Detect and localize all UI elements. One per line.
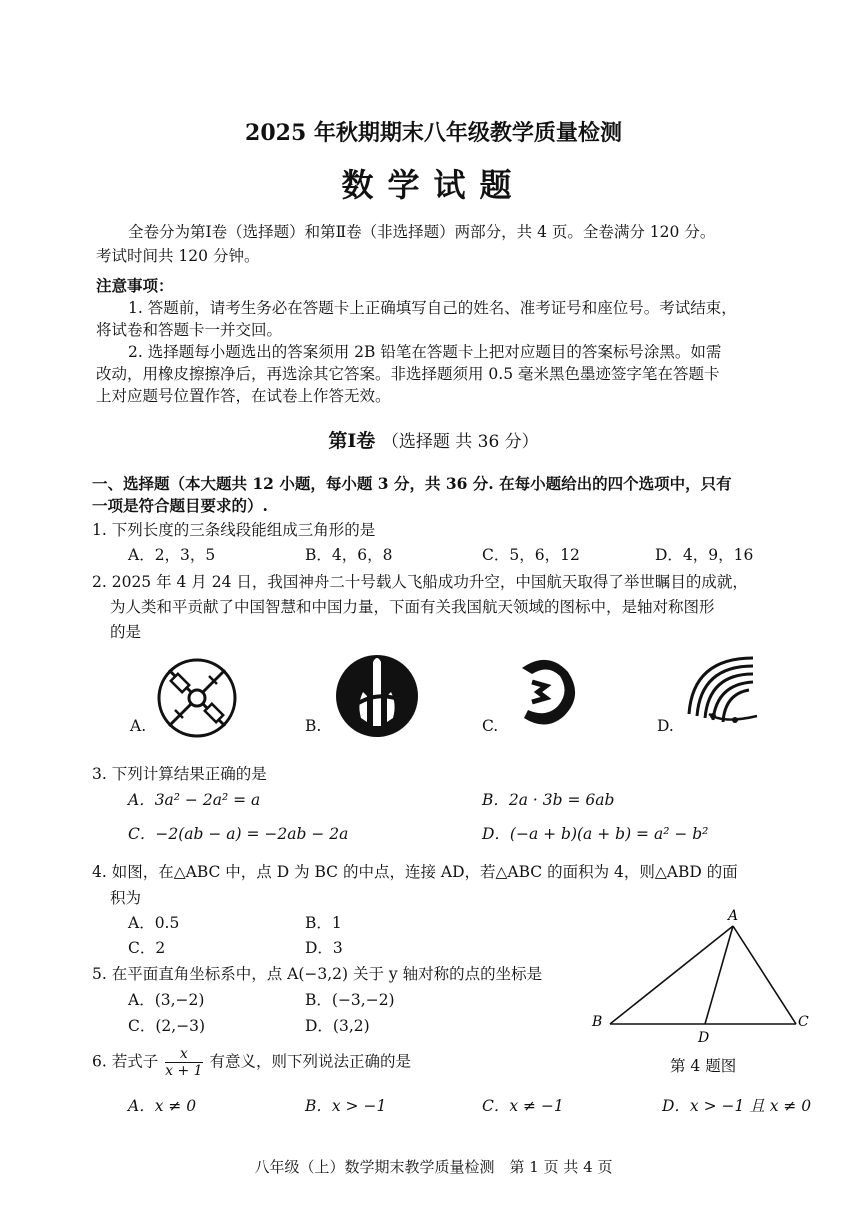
- q3-option-c: C．−2(ab − a) = −2ab − 2a: [128, 825, 349, 843]
- q2-line-1: 2. 2025 年 4 月 24 日，我国神舟二十号载人飞船成功升空，中国航天取得了举世瞩目的成就，: [92, 573, 748, 591]
- q1-option-d: D．4，9，16: [655, 546, 754, 564]
- section-label: 第Ⅰ卷: [328, 430, 376, 452]
- note-1-line-1: 1. 答题前，请考生务必在答题卡上正确填写自己的姓名、准考证号和座位号。考试结束，: [128, 299, 737, 317]
- q5-stem: 5. 在平面直角坐标系中，点 A(−3,2) 关于 y 轴对称的点的坐标是: [92, 965, 543, 983]
- q4-line-1: 4. 如图，在△ABC 中，点 D 为 BC 的中点，连接 AD，若△ABC 的面积为 4，则△ABD 的面: [92, 863, 738, 881]
- note-2-line-3: 上对应题号位置作答，在试卷上作答无效。: [96, 387, 391, 405]
- q3-option-a: A．3a² − 2a² = a: [128, 791, 261, 809]
- q1-option-c: C．5，6，12: [482, 546, 580, 564]
- vertex-c-label: C: [798, 1014, 809, 1030]
- q6-stem: [92, 1046, 411, 1079]
- q6-stem-suffix: 有意义，则下列说法正确的是: [209, 1052, 412, 1071]
- section-heading: [0, 426, 867, 453]
- brush-swirl-icon: [508, 652, 580, 728]
- triangle-abc-figure: [590, 906, 810, 1046]
- q2-line-3: 的是: [110, 623, 142, 641]
- q3-option-b: B．2a · 3b = 6ab: [482, 791, 615, 809]
- q3-stem: 3. 下列计算结果正确的是: [92, 765, 267, 783]
- q1-option-b: B．4，6，8: [305, 546, 393, 564]
- exam-subject: 数学试题: [341, 166, 526, 204]
- q5-option-c: C．(2,−3): [128, 1017, 206, 1035]
- part1-heading-line-1: 一、选择题（本大题共 12 小题，每小题 3 分，共 36 分. 在每小题给出的四个选项中，只有: [92, 474, 732, 493]
- note-1-line-2: 将试卷和答题卡一并交回。: [96, 321, 283, 339]
- note-2-line-2: 改动，用橡皮擦擦净后，再选涂其它答案。非选择题须用 0.5 毫米黑色墨迹签字笔在答题卡: [96, 365, 720, 383]
- q1-stem: 1. 下列长度的三条线段能组成三角形的是: [92, 521, 376, 539]
- q2-option-c: C.: [482, 717, 499, 735]
- q1-option-a: A．2，3，5: [128, 546, 216, 564]
- note-2-line-1: 2. 选择题每小题选出的答案须用 2B 铅笔在答题卡上把对应题目的答案标号涂黑。如需: [128, 343, 722, 361]
- q6-option-c: C．x ≠ −1: [482, 1097, 564, 1115]
- q6-option-b: B．x > −1: [305, 1097, 387, 1115]
- satellite-emblem-icon: [155, 656, 239, 740]
- q2-option-d: D.: [657, 717, 674, 735]
- q4-option-a: A．0.5: [128, 914, 180, 932]
- rocket-emblem-icon: [333, 652, 421, 740]
- q6-fraction: [165, 1046, 202, 1079]
- q2-line-2: 为人类和平贡献了中国智慧和中国力量，下面有关我国航天领域的图标中，是轴对称图形: [110, 598, 715, 616]
- q4-option-d: D．3: [305, 939, 343, 957]
- q4-option-b: B．1: [305, 914, 342, 932]
- q2-option-b: B.: [305, 717, 322, 735]
- q6-fraction-numerator: x: [165, 1046, 202, 1063]
- intro-line-2: 考试时间共 120 分钟。: [96, 247, 260, 265]
- page-footer: 八年级（上）数学期末教学质量检测 第 1 页 共 4 页: [254, 1158, 613, 1176]
- q6-option-a: A．x ≠ 0: [128, 1097, 197, 1115]
- q5-option-a: A．(3,−2): [128, 991, 205, 1009]
- vertex-a-label: A: [728, 908, 739, 924]
- exam-title: 2025 年秋期期末八年级教学质量检测: [245, 120, 622, 146]
- q5-option-b: B．(−3,−2): [305, 991, 395, 1009]
- q6-stem-prefix: 6. 若式子: [92, 1052, 159, 1071]
- point-d-label: D: [698, 1030, 710, 1046]
- notes-heading: 注意事项：: [96, 276, 174, 295]
- q6-option-d: D．x > −1 且 x ≠ 0: [662, 1097, 812, 1115]
- vertex-b-label: B: [592, 1014, 603, 1030]
- q6-fraction-denominator: x + 1: [165, 1063, 203, 1079]
- orbit-arcs-icon: [683, 654, 769, 728]
- q5-option-d: D．(3,2): [305, 1017, 370, 1035]
- q4-figure-caption: 第 4 题图: [670, 1057, 737, 1075]
- q4-line-2: 积为: [110, 889, 142, 907]
- q3-option-d: D．(−a + b)(a + b) = a² − b²: [482, 825, 709, 843]
- intro-line-1: 全卷分为第Ⅰ卷（选择题）和第Ⅱ卷（非选择题）两部分，共 4 页。全卷满分 120 分。: [128, 223, 716, 241]
- part1-heading-line-2: 一项是符合题目要求的）.: [92, 496, 268, 515]
- q4-option-c: C．2: [128, 939, 166, 957]
- section-sub: （选择题 共 36 分）: [381, 432, 539, 452]
- q2-option-a: A.: [130, 717, 147, 735]
